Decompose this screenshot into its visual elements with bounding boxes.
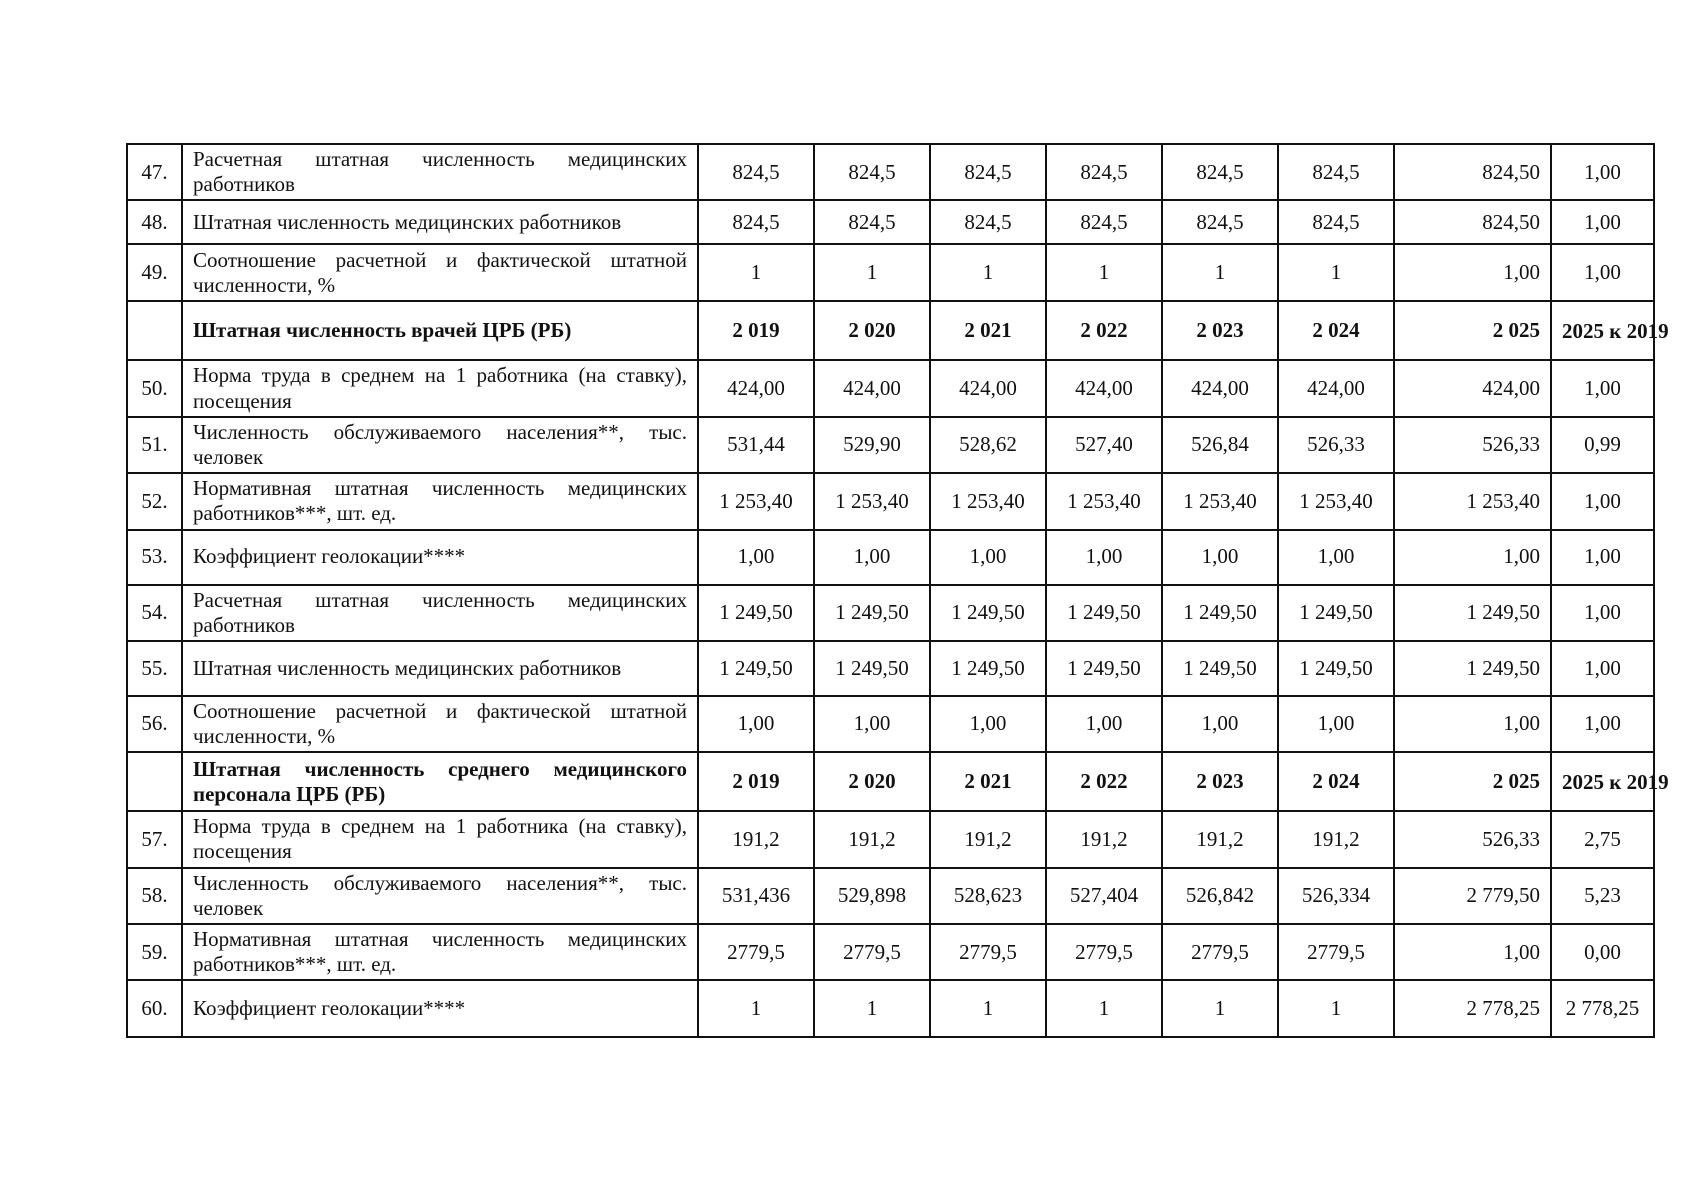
value-cell: 191,2 [698, 811, 814, 867]
row-number [127, 301, 182, 360]
row-number: 60. [127, 980, 182, 1037]
table-row [127, 811, 1654, 867]
value-cell: 527,404 [1046, 868, 1162, 924]
row-label: Коэффициент геолокации**** [182, 530, 698, 585]
value-cell: 191,2 [1162, 811, 1278, 867]
row-number: 53. [127, 530, 182, 585]
value-cell: 1,00 [1046, 530, 1162, 585]
row-label: Расчетная штатная численность медицинских работников [182, 144, 698, 200]
value-cell: 1 249,50 [814, 641, 930, 696]
table-row [127, 417, 1654, 473]
table-row [127, 641, 1654, 696]
value-cell: 424,00 [1278, 360, 1394, 416]
table-row [127, 868, 1654, 924]
value-cell: 1 249,50 [1394, 641, 1551, 696]
table-row [127, 696, 1654, 752]
value-cell: 2 023 [1162, 301, 1278, 360]
ratio-cell: 1,00 [1551, 641, 1654, 696]
value-cell: 1 249,50 [1046, 641, 1162, 696]
row-label: Соотношение расчетной и фактической штатной численности, % [182, 696, 698, 752]
value-cell: 1 249,50 [1162, 585, 1278, 641]
value-cell: 824,5 [698, 200, 814, 244]
value-cell: 1 [1046, 244, 1162, 301]
value-cell: 1,00 [1162, 696, 1278, 752]
row-number: 51. [127, 417, 182, 473]
row-label: Штатная численность среднего медицинского персонала ЦРБ (РБ) [182, 752, 698, 811]
table-row [127, 200, 1654, 244]
value-cell: 424,00 [1046, 360, 1162, 416]
value-cell: 1 253,40 [1278, 473, 1394, 529]
ratio-cell: 1,00 [1551, 473, 1654, 529]
value-cell: 424,00 [1394, 360, 1551, 416]
value-cell: 2 020 [814, 301, 930, 360]
value-cell: 1 253,40 [1162, 473, 1278, 529]
value-cell: 824,50 [1394, 200, 1551, 244]
value-cell: 424,00 [1162, 360, 1278, 416]
value-cell: 526,33 [1278, 417, 1394, 473]
value-cell: 824,5 [930, 200, 1046, 244]
value-cell: 1,00 [930, 696, 1046, 752]
value-cell: 1 [930, 244, 1046, 301]
row-label: Коэффициент геолокации**** [182, 980, 698, 1037]
value-cell: 824,5 [1162, 200, 1278, 244]
value-cell: 1 253,40 [930, 473, 1046, 529]
ratio-cell: 1,00 [1551, 696, 1654, 752]
value-cell: 1,00 [1278, 530, 1394, 585]
table-row [127, 980, 1654, 1037]
ratio-cell: 5,23 [1551, 868, 1654, 924]
value-cell: 526,84 [1162, 417, 1278, 473]
ratio-cell: 2025 к 2019 [1551, 301, 1654, 360]
table-body [127, 144, 1669, 1037]
value-cell: 1,00 [1394, 924, 1551, 980]
value-cell: 2779,5 [1278, 924, 1394, 980]
value-cell: 191,2 [930, 811, 1046, 867]
value-cell: 526,842 [1162, 868, 1278, 924]
value-cell: 824,5 [1046, 144, 1162, 200]
value-cell: 2 023 [1162, 752, 1278, 811]
value-cell: 527,40 [1046, 417, 1162, 473]
value-cell: 191,2 [814, 811, 930, 867]
section-header-row [127, 301, 1654, 360]
value-cell: 1,00 [930, 530, 1046, 585]
value-cell: 1 249,50 [930, 585, 1046, 641]
value-cell: 1 [1162, 244, 1278, 301]
value-cell: 1 [1162, 980, 1278, 1037]
ratio-cell: 0,00 [1551, 924, 1654, 980]
ratio-cell: 0,99 [1551, 417, 1654, 473]
row-number: 54. [127, 585, 182, 641]
value-cell: 2779,5 [930, 924, 1046, 980]
value-cell: 824,5 [930, 144, 1046, 200]
ratio-cell: 1,00 [1551, 200, 1654, 244]
row-label: Штатная численность медицинских работников [182, 200, 698, 244]
value-cell: 531,44 [698, 417, 814, 473]
table-row [127, 585, 1654, 641]
row-number [127, 752, 182, 811]
value-cell: 1 253,40 [1394, 473, 1551, 529]
row-label: Нормативная штатная численность медицинских работников***, шт. ед. [182, 473, 698, 529]
value-cell: 824,5 [814, 200, 930, 244]
value-cell: 1 253,40 [1046, 473, 1162, 529]
value-cell: 531,436 [698, 868, 814, 924]
value-cell: 1 [698, 244, 814, 301]
table-row [127, 924, 1654, 980]
value-cell: 2 021 [930, 301, 1046, 360]
value-cell: 526,33 [1394, 811, 1551, 867]
table-row [127, 144, 1654, 200]
value-cell: 1 [1278, 244, 1394, 301]
value-cell: 2 024 [1278, 752, 1394, 811]
row-number: 47. [127, 144, 182, 200]
value-cell: 2 019 [698, 301, 814, 360]
ratio-cell: 1,00 [1551, 360, 1654, 416]
value-cell: 2 025 [1394, 301, 1551, 360]
row-label: Расчетная штатная численность медицинских работников [182, 585, 698, 641]
value-cell: 824,5 [1046, 200, 1162, 244]
value-cell: 824,5 [1162, 144, 1278, 200]
value-cell: 191,2 [1046, 811, 1162, 867]
row-number: 49. [127, 244, 182, 301]
value-cell: 2779,5 [1046, 924, 1162, 980]
value-cell: 824,5 [698, 144, 814, 200]
value-cell: 824,5 [1278, 144, 1394, 200]
value-cell: 191,2 [1278, 811, 1394, 867]
row-label: Норма труда в среднем на 1 работника (на ставку), посещения [182, 360, 698, 416]
value-cell: 1 249,50 [1394, 585, 1551, 641]
value-cell: 2 024 [1278, 301, 1394, 360]
value-cell: 2779,5 [814, 924, 930, 980]
value-cell: 529,90 [814, 417, 930, 473]
value-cell: 1 [930, 980, 1046, 1037]
table-row [127, 360, 1654, 416]
ratio-cell: 1,00 [1551, 244, 1654, 301]
value-cell: 529,898 [814, 868, 930, 924]
value-cell: 528,62 [930, 417, 1046, 473]
row-number: 59. [127, 924, 182, 980]
table-row [127, 473, 1654, 529]
value-cell: 824,50 [1394, 144, 1551, 200]
row-number: 58. [127, 868, 182, 924]
value-cell: 1 249,50 [814, 585, 930, 641]
staffing-table [126, 143, 1669, 1038]
value-cell: 424,00 [698, 360, 814, 416]
table-row [127, 244, 1654, 301]
value-cell: 1,00 [814, 696, 930, 752]
table-row [127, 530, 1654, 585]
value-cell: 1 [1046, 980, 1162, 1037]
value-cell: 1,00 [814, 530, 930, 585]
value-cell: 2 022 [1046, 301, 1162, 360]
value-cell: 1,00 [1162, 530, 1278, 585]
row-label: Численность обслуживаемого населения**, тыс. человек [182, 417, 698, 473]
row-number: 57. [127, 811, 182, 867]
ratio-cell: 1,00 [1551, 144, 1654, 200]
value-cell: 528,623 [930, 868, 1046, 924]
value-cell: 2 019 [698, 752, 814, 811]
value-cell: 1 249,50 [1046, 585, 1162, 641]
row-number: 52. [127, 473, 182, 529]
value-cell: 1 249,50 [1278, 585, 1394, 641]
value-cell: 2 022 [1046, 752, 1162, 811]
value-cell: 1,00 [1394, 530, 1551, 585]
ratio-cell: 2,75 [1551, 811, 1654, 867]
row-number: 48. [127, 200, 182, 244]
row-label: Штатная численность врачей ЦРБ (РБ) [182, 301, 698, 360]
value-cell: 1 249,50 [1278, 641, 1394, 696]
row-number: 56. [127, 696, 182, 752]
value-cell: 526,334 [1278, 868, 1394, 924]
row-label: Нормативная штатная численность медицинских работников***, шт. ед. [182, 924, 698, 980]
value-cell: 1,00 [698, 530, 814, 585]
value-cell: 2779,5 [698, 924, 814, 980]
value-cell: 824,5 [814, 144, 930, 200]
row-number: 55. [127, 641, 182, 696]
row-label: Штатная численность медицинских работников [182, 641, 698, 696]
row-label: Норма труда в среднем на 1 работника (на ставку), посещения [182, 811, 698, 867]
value-cell: 1 [698, 980, 814, 1037]
value-cell: 2 020 [814, 752, 930, 811]
ratio-cell: 1,00 [1551, 530, 1654, 585]
value-cell: 2 778,25 [1394, 980, 1551, 1037]
value-cell: 1 [814, 980, 930, 1037]
value-cell: 424,00 [814, 360, 930, 416]
value-cell: 1,00 [1394, 244, 1551, 301]
ratio-cell: 2 778,25 [1551, 980, 1654, 1037]
value-cell: 1 [1278, 980, 1394, 1037]
row-label: Численность обслуживаемого населения**, тыс. человек [182, 868, 698, 924]
value-cell: 1 249,50 [930, 641, 1046, 696]
value-cell: 1 249,50 [1162, 641, 1278, 696]
value-cell: 526,33 [1394, 417, 1551, 473]
value-cell: 1,00 [1046, 696, 1162, 752]
value-cell: 2779,5 [1162, 924, 1278, 980]
value-cell: 2 779,50 [1394, 868, 1551, 924]
value-cell: 1 249,50 [698, 585, 814, 641]
value-cell: 1 249,50 [698, 641, 814, 696]
value-cell: 1,00 [1278, 696, 1394, 752]
row-number: 50. [127, 360, 182, 416]
value-cell: 2 021 [930, 752, 1046, 811]
row-label: Соотношение расчетной и фактической штатной численности, % [182, 244, 698, 301]
value-cell: 1,00 [698, 696, 814, 752]
ratio-cell: 2025 к 2019 [1551, 752, 1654, 811]
ratio-cell: 1,00 [1551, 585, 1654, 641]
value-cell: 424,00 [930, 360, 1046, 416]
value-cell: 1 [814, 244, 930, 301]
section-header-row [127, 752, 1654, 811]
value-cell: 1 253,40 [698, 473, 814, 529]
value-cell: 2 025 [1394, 752, 1551, 811]
value-cell: 1,00 [1394, 696, 1551, 752]
value-cell: 1 253,40 [814, 473, 930, 529]
value-cell: 824,5 [1278, 200, 1394, 244]
